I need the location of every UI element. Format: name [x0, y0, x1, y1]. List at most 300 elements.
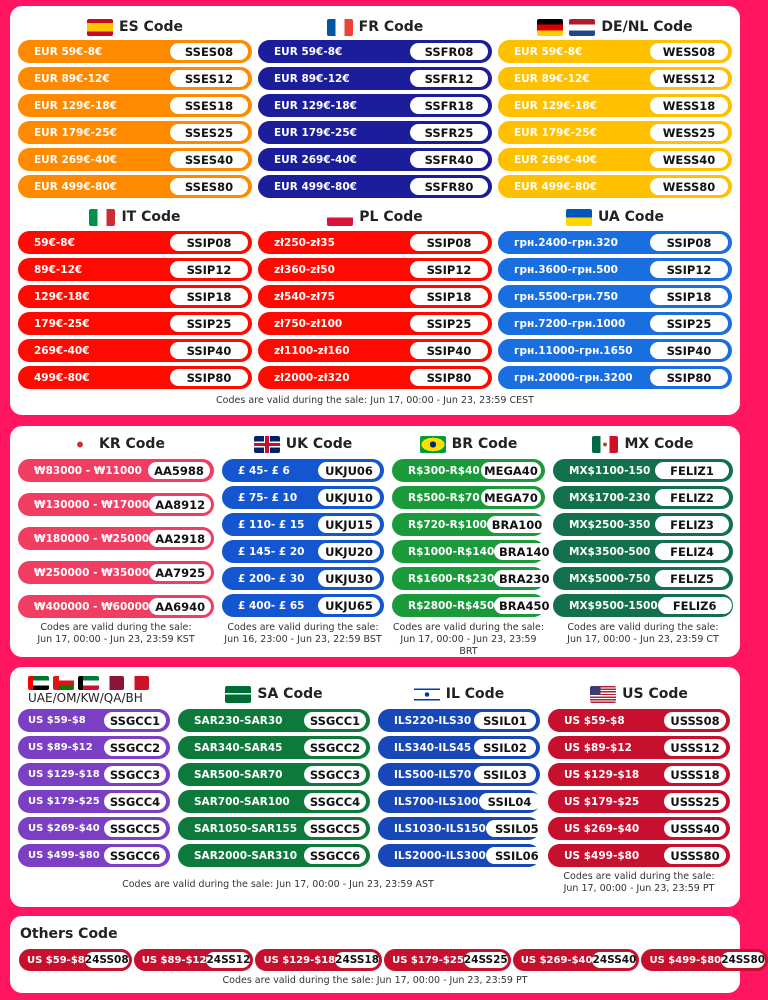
- price-range: R$1000-R$140: [408, 545, 495, 558]
- coupon-code[interactable]: FELIZ5: [655, 570, 729, 587]
- coupon-code[interactable]: 24SS08: [84, 954, 129, 966]
- code-row[interactable]: [18, 561, 214, 584]
- coupon-code[interactable]: SSIL01: [474, 712, 536, 729]
- coupon-code[interactable]: SSGCC4: [304, 793, 366, 810]
- price-range: R$720-R$100: [408, 518, 487, 531]
- coupon-code[interactable]: 24SS25: [463, 954, 508, 966]
- group-header: [18, 672, 170, 708]
- price-range: грн.3600-грн.500: [514, 263, 618, 276]
- coupon-code[interactable]: FELIZ1: [655, 462, 729, 479]
- coupon-code[interactable]: SSIP18: [650, 288, 728, 305]
- coupon-code[interactable]: SSGCC1: [104, 712, 166, 729]
- code-row[interactable]: [641, 949, 768, 971]
- group-title: PL Code: [359, 209, 423, 225]
- price-range: MX$1100-150: [569, 464, 651, 477]
- price-range: EUR 269€-40€: [514, 153, 597, 166]
- code-row[interactable]: [18, 817, 170, 840]
- country-group: [378, 683, 540, 871]
- group-header: [378, 683, 540, 705]
- coupon-code[interactable]: USSS08: [664, 712, 726, 729]
- code-row[interactable]: [258, 366, 492, 389]
- coupon-code[interactable]: SSES80: [170, 178, 248, 195]
- price-range: 59€-8€: [34, 236, 75, 249]
- price-range: £ 45- £ 6: [238, 464, 290, 477]
- code-row[interactable]: [18, 459, 214, 482]
- price-range: US $59-$8: [564, 714, 625, 727]
- code-row[interactable]: [392, 459, 545, 482]
- coupon-code[interactable]: USSS12: [664, 739, 726, 756]
- others-codes-card: [10, 916, 766, 993]
- code-row[interactable]: [258, 231, 492, 254]
- code-row[interactable]: [498, 285, 732, 308]
- coupon-code[interactable]: USSS80: [664, 847, 726, 864]
- code-row[interactable]: [18, 40, 252, 63]
- coupon-code[interactable]: SSIP80: [410, 369, 488, 386]
- group-header: [222, 433, 384, 455]
- code-row[interactable]: [18, 121, 252, 144]
- validity-note: Codes are valid during the sale: Jun 17, 00:00 - Jun 23, 23:59 PT: [222, 975, 528, 986]
- coupon-code[interactable]: SSIP25: [410, 315, 488, 332]
- price-range: грн.7200-грн.1000: [514, 317, 626, 330]
- fr-flag-icon: [327, 19, 353, 36]
- code-row[interactable]: [18, 175, 252, 198]
- code-row[interactable]: [18, 148, 252, 171]
- coupon-code[interactable]: USSS25: [664, 793, 726, 810]
- code-row[interactable]: [18, 339, 252, 362]
- coupon-code[interactable]: FELIZ4: [655, 543, 729, 560]
- price-range: SAR700-SAR100: [194, 795, 290, 808]
- code-row[interactable]: [258, 258, 492, 281]
- price-range: EUR 179€-25€: [274, 126, 357, 139]
- coupon-code[interactable]: SSFR08: [410, 43, 488, 60]
- ua-flag-icon: [566, 209, 592, 226]
- coupon-code[interactable]: WESS12: [650, 70, 728, 87]
- price-range: EUR 499€-80€: [34, 180, 117, 193]
- code-row[interactable]: [18, 790, 170, 813]
- code-row[interactable]: [18, 258, 252, 281]
- sa-flag-icon: [225, 686, 251, 703]
- price-range: EUR 59€-8€: [34, 45, 103, 58]
- coupon-code[interactable]: BRA140: [494, 543, 554, 560]
- code-row[interactable]: [392, 594, 550, 617]
- nl-flag-icon: [569, 19, 595, 36]
- coupon-code[interactable]: SSES40: [170, 151, 248, 168]
- coupon-code[interactable]: UKJU20: [318, 543, 380, 560]
- group-title: FR Code: [358, 19, 424, 35]
- code-row[interactable]: [548, 763, 730, 786]
- code-row[interactable]: [18, 312, 252, 335]
- code-row[interactable]: [258, 312, 492, 335]
- code-row[interactable]: [178, 844, 370, 867]
- coupon-code[interactable]: SSGCC5: [304, 820, 366, 837]
- price-range: SAR340-SAR45: [194, 741, 283, 754]
- coupon-code[interactable]: 24SS40: [592, 954, 637, 966]
- coupon-code[interactable]: FELIZ2: [655, 489, 729, 506]
- code-row[interactable]: [178, 709, 370, 732]
- price-range: EUR 59€-8€: [274, 45, 343, 58]
- group-header: [258, 206, 492, 228]
- code-row[interactable]: [134, 949, 254, 971]
- price-range: EUR 179€-25€: [34, 126, 117, 139]
- coupon-code[interactable]: AA2918: [149, 530, 211, 547]
- price-range: US $89-$12: [564, 741, 632, 754]
- coupon-code[interactable]: SSIP12: [170, 261, 248, 278]
- code-row[interactable]: [18, 493, 214, 516]
- coupon-code[interactable]: UKJU65: [318, 597, 380, 614]
- coupon-code[interactable]: SSIP40: [650, 342, 728, 359]
- uk-flag-icon: [254, 436, 280, 453]
- code-row[interactable]: [178, 736, 370, 759]
- code-row[interactable]: [19, 949, 132, 971]
- br-flag-icon: [420, 436, 446, 453]
- code-row[interactable]: [258, 339, 492, 362]
- coupon-code[interactable]: WESS25: [650, 124, 728, 141]
- coupon-code[interactable]: SSIP40: [410, 342, 488, 359]
- country-group: [222, 433, 384, 621]
- coupon-code[interactable]: SSIL04: [479, 793, 541, 810]
- coupon-code[interactable]: SSGCC4: [104, 793, 166, 810]
- code-row[interactable]: [222, 567, 384, 590]
- coupon-code[interactable]: FELIZ3: [655, 516, 729, 533]
- price-range: SAR500-SAR70: [194, 768, 283, 781]
- code-row[interactable]: [392, 486, 545, 509]
- group-header: [258, 16, 492, 38]
- price-range: EUR 269€-40€: [34, 153, 117, 166]
- coupon-code[interactable]: SSFR12: [410, 70, 488, 87]
- coupon-code[interactable]: SSIP25: [650, 315, 728, 332]
- coupon-code[interactable]: AA5988: [148, 462, 210, 479]
- code-row[interactable]: [178, 817, 370, 840]
- coupon-code[interactable]: SSIL05: [486, 820, 548, 837]
- price-range: EUR 269€-40€: [274, 153, 357, 166]
- price-range: MX$3500-500: [569, 545, 651, 558]
- coupon-code[interactable]: SSIL03: [474, 766, 536, 783]
- price-range: 269€-40€: [34, 344, 90, 357]
- group-title: KR Code: [99, 436, 165, 452]
- group-title: UA Code: [597, 209, 665, 225]
- price-range: EUR 129€-18€: [274, 99, 357, 112]
- code-row[interactable]: [498, 148, 732, 171]
- code-row[interactable]: [548, 709, 730, 732]
- group-title: BR Code: [451, 436, 518, 452]
- code-row[interactable]: [498, 366, 732, 389]
- code-row[interactable]: [498, 94, 732, 117]
- code-row[interactable]: [384, 949, 511, 971]
- code-row[interactable]: [553, 594, 733, 617]
- price-range: US $179-$25: [392, 954, 464, 966]
- validity-note: Codes are valid during the sale: Jun 17, 00:00 - Jun 23, 23:59 AST: [122, 879, 434, 890]
- price-range: MX$9500-1500: [569, 599, 658, 612]
- coupon-code[interactable]: SSIL06: [486, 847, 548, 864]
- price-range: MX$1700-230: [569, 491, 651, 504]
- coupon-code[interactable]: SSFR40: [410, 151, 488, 168]
- price-range: EUR 129€-18€: [514, 99, 597, 112]
- validity-note: Codes are valid during the sale: Jun 17, 00:00 - Jun 23, 23:59 CT: [567, 622, 719, 645]
- price-range: US $179-$25: [28, 796, 100, 807]
- price-range: R$2800-R$450: [408, 599, 495, 612]
- price-range: MX$2500-350: [569, 518, 651, 531]
- group-header: [18, 16, 252, 38]
- code-row[interactable]: [18, 527, 214, 550]
- code-row[interactable]: [548, 790, 730, 813]
- code-row[interactable]: [18, 366, 252, 389]
- coupon-code[interactable]: SSGCC5: [104, 820, 166, 837]
- country-group: [498, 16, 732, 202]
- group-title: UK Code: [285, 436, 353, 452]
- code-row[interactable]: [258, 67, 492, 90]
- coupon-code[interactable]: BRA100: [487, 516, 547, 533]
- coupon-code[interactable]: SSIP18: [410, 288, 488, 305]
- intl-codes-card: [10, 426, 740, 657]
- pl-flag-icon: [327, 209, 353, 226]
- code-row[interactable]: [258, 94, 492, 117]
- coupon-code[interactable]: SSES08: [170, 43, 248, 60]
- coupon-code[interactable]: SSES18: [170, 97, 248, 114]
- code-row[interactable]: [392, 513, 545, 536]
- coupon-code[interactable]: SSGCC2: [104, 739, 166, 756]
- code-row[interactable]: [378, 709, 540, 732]
- price-range: US $269-$40: [28, 823, 100, 834]
- country-group: [548, 683, 730, 871]
- code-row[interactable]: [378, 790, 540, 813]
- code-row[interactable]: [222, 486, 384, 509]
- coupon-code[interactable]: SSIL02: [474, 739, 536, 756]
- code-row[interactable]: [222, 540, 384, 563]
- coupon-code[interactable]: SSES12: [170, 70, 248, 87]
- mideast-us-codes-card: [10, 667, 740, 907]
- code-row[interactable]: [498, 121, 732, 144]
- price-range: ₩180000 - ₩25000: [34, 532, 150, 545]
- code-row[interactable]: [258, 40, 492, 63]
- price-range: US $269-$40: [520, 954, 593, 966]
- group-title: ES Code: [119, 19, 183, 35]
- bh-flag-icon: [128, 676, 149, 690]
- code-row[interactable]: [378, 763, 540, 786]
- group-header: [498, 16, 732, 38]
- coupon-code[interactable]: SSIP08: [170, 234, 248, 251]
- coupon-code[interactable]: SSIP25: [170, 315, 248, 332]
- code-row[interactable]: [548, 736, 730, 759]
- price-range: ₩250000 - ₩35000: [34, 566, 150, 579]
- price-range: US $129-$18: [28, 769, 100, 780]
- price-range: 89€-12€: [34, 263, 83, 276]
- group-header: [178, 683, 370, 705]
- group-header: [18, 433, 214, 455]
- validity-note: Codes are valid during the sale: Jun 17, 00:00 - Jun 23, 23:59 BRT: [392, 622, 545, 657]
- group-title: SA Code: [257, 686, 323, 702]
- coupon-code[interactable]: SSGCC3: [304, 766, 366, 783]
- coupon-code[interactable]: 24SS18: [335, 954, 380, 966]
- price-range: zł1100-zł160: [274, 344, 350, 357]
- coupon-code[interactable]: SSGCC6: [104, 847, 166, 864]
- country-group: [498, 206, 732, 393]
- group-title: UAE/OM/KW/QA/BH: [28, 690, 143, 705]
- code-row[interactable]: [18, 763, 170, 786]
- coupon-code[interactable]: AA7925: [149, 564, 211, 581]
- code-row[interactable]: [553, 567, 733, 590]
- price-range: 499€-80€: [34, 371, 90, 384]
- code-row[interactable]: [553, 459, 733, 482]
- coupon-code[interactable]: FELIZ6: [658, 597, 732, 614]
- coupon-code[interactable]: SSIP80: [170, 369, 248, 386]
- country-group: [18, 672, 170, 871]
- coupon-code[interactable]: WESS08: [650, 43, 728, 60]
- coupon-code[interactable]: SSGCC2: [304, 739, 366, 756]
- coupon-code[interactable]: BRA450: [494, 597, 554, 614]
- kr-flag-icon: [67, 436, 93, 453]
- coupon-code[interactable]: USSS40: [664, 820, 726, 837]
- code-row[interactable]: [18, 595, 214, 618]
- coupon-code[interactable]: SSIP80: [650, 369, 728, 386]
- code-row[interactable]: [18, 231, 252, 254]
- price-range: US $129-$18: [564, 768, 640, 781]
- code-row[interactable]: [553, 540, 733, 563]
- price-range: £ 145- £ 20: [238, 545, 305, 558]
- coupon-code[interactable]: SSIP40: [170, 342, 248, 359]
- coupon-code[interactable]: WESS40: [650, 151, 728, 168]
- coupon-code[interactable]: UKJU30: [318, 570, 380, 587]
- price-range: 179€-25€: [34, 317, 90, 330]
- price-range: £ 200- £ 30: [238, 572, 305, 585]
- de-flag-icon: [537, 19, 563, 36]
- code-row[interactable]: [258, 121, 492, 144]
- om-flag-icon: [53, 676, 74, 690]
- coupon-code[interactable]: SSES25: [170, 124, 248, 141]
- code-row[interactable]: [378, 736, 540, 759]
- code-row[interactable]: [18, 94, 252, 117]
- price-range: US $89-$12: [28, 742, 93, 753]
- price-range: EUR 499€-80€: [274, 180, 357, 193]
- coupon-code[interactable]: UKJU06: [318, 462, 380, 479]
- eu-codes-card: [10, 6, 740, 415]
- code-row[interactable]: [553, 486, 733, 509]
- coupon-code[interactable]: UKJU15: [318, 516, 380, 533]
- code-row[interactable]: [498, 258, 732, 281]
- code-row[interactable]: [378, 817, 540, 840]
- price-range: R$300-R$40: [408, 464, 480, 477]
- code-row[interactable]: [222, 594, 384, 617]
- coupon-code[interactable]: WESS80: [650, 178, 728, 195]
- code-row[interactable]: [498, 339, 732, 362]
- coupon-code[interactable]: MEGA70: [481, 489, 541, 506]
- price-range: US $499-$80: [649, 954, 722, 966]
- code-row[interactable]: [548, 817, 730, 840]
- price-range: zł250-zł35: [274, 236, 335, 249]
- coupon-code[interactable]: 24SS80: [721, 954, 766, 966]
- price-range: MX$5000-750: [569, 572, 651, 585]
- price-range: SAR230-SAR30: [194, 714, 283, 727]
- coupon-code[interactable]: MEGA40: [481, 462, 541, 479]
- coupon-code[interactable]: UKJU10: [318, 489, 380, 506]
- coupon-code[interactable]: SSFR25: [410, 124, 488, 141]
- code-row[interactable]: [258, 175, 492, 198]
- group-title: MX Code: [624, 436, 694, 452]
- price-range: US $89-$12: [141, 954, 207, 966]
- code-row[interactable]: [498, 175, 732, 198]
- code-row[interactable]: [378, 844, 540, 867]
- code-row[interactable]: [392, 540, 550, 563]
- coupon-code[interactable]: SSFR18: [410, 97, 488, 114]
- price-range: EUR 499€-80€: [514, 180, 597, 193]
- price-range: EUR 89€-12€: [34, 72, 110, 85]
- coupon-code[interactable]: SSIP12: [650, 261, 728, 278]
- group-title: IT Code: [121, 209, 181, 225]
- price-range: 129€-18€: [34, 290, 90, 303]
- code-row[interactable]: [498, 67, 732, 90]
- coupon-code[interactable]: SSGCC6: [304, 847, 366, 864]
- code-row[interactable]: [498, 40, 732, 63]
- coupon-code[interactable]: AA8912: [149, 496, 211, 513]
- coupon-code[interactable]: SSGCC3: [104, 766, 166, 783]
- code-row[interactable]: [258, 148, 492, 171]
- code-row[interactable]: [222, 513, 384, 536]
- price-range: US $499-$80: [564, 849, 640, 862]
- price-range: £ 75- £ 10: [238, 491, 298, 504]
- price-range: ILS500-ILS70: [394, 768, 472, 781]
- code-row[interactable]: [18, 709, 170, 732]
- code-row[interactable]: [18, 67, 252, 90]
- code-row[interactable]: [178, 790, 370, 813]
- group-header: [553, 433, 733, 455]
- coupon-code[interactable]: SSFR80: [410, 178, 488, 195]
- il-flag-icon: [414, 686, 440, 703]
- price-range: US $59-$8: [28, 715, 86, 726]
- price-range: ₩83000 - ₩11000: [34, 464, 142, 477]
- coupon-code[interactable]: BRA230: [494, 570, 554, 587]
- coupon-code[interactable]: SSIP08: [650, 234, 728, 251]
- country-group: [258, 16, 492, 202]
- code-row[interactable]: [255, 949, 382, 971]
- code-row[interactable]: [553, 513, 733, 536]
- code-row[interactable]: [513, 949, 640, 971]
- price-range: ILS340-ILS45: [394, 741, 472, 754]
- code-row[interactable]: [18, 844, 170, 867]
- country-group: [18, 433, 214, 629]
- code-row[interactable]: [498, 231, 732, 254]
- it-flag-icon: [89, 209, 115, 226]
- price-range: ₩130000 - ₩17000: [34, 498, 150, 511]
- code-row[interactable]: [222, 459, 384, 482]
- coupon-code[interactable]: 24SS12: [206, 954, 251, 966]
- country-group: [258, 206, 492, 393]
- price-range: zł540-zł75: [274, 290, 335, 303]
- code-row[interactable]: [18, 285, 252, 308]
- price-range: грн.20000-грн.3200: [514, 371, 633, 384]
- group-title: US Code: [622, 686, 688, 702]
- coupon-code[interactable]: SSIP12: [410, 261, 488, 278]
- coupon-code[interactable]: USSS18: [664, 766, 726, 783]
- validity-note: Codes are valid during the sale: Jun 16, 23:00 - Jun 23, 22:59 BST: [224, 622, 382, 645]
- coupon-code[interactable]: SSIP18: [170, 288, 248, 305]
- price-range: zł360-zł50: [274, 263, 335, 276]
- code-row[interactable]: [392, 567, 550, 590]
- code-row[interactable]: [498, 312, 732, 335]
- code-row[interactable]: [548, 844, 730, 867]
- code-row[interactable]: [178, 763, 370, 786]
- others-rows: [19, 949, 766, 971]
- price-range: R$1600-R$230: [408, 572, 495, 585]
- country-group: [553, 433, 733, 621]
- coupon-code[interactable]: WESS18: [650, 97, 728, 114]
- coupon-code[interactable]: SSGCC1: [304, 712, 366, 729]
- coupon-code[interactable]: AA6940: [149, 598, 211, 615]
- coupon-code[interactable]: SSIP08: [410, 234, 488, 251]
- price-range: ILS700-ILS100: [394, 795, 479, 808]
- code-row[interactable]: [18, 736, 170, 759]
- code-row[interactable]: [258, 285, 492, 308]
- price-range: £ 110- £ 15: [238, 518, 305, 531]
- ae-flag-icon: [28, 676, 49, 690]
